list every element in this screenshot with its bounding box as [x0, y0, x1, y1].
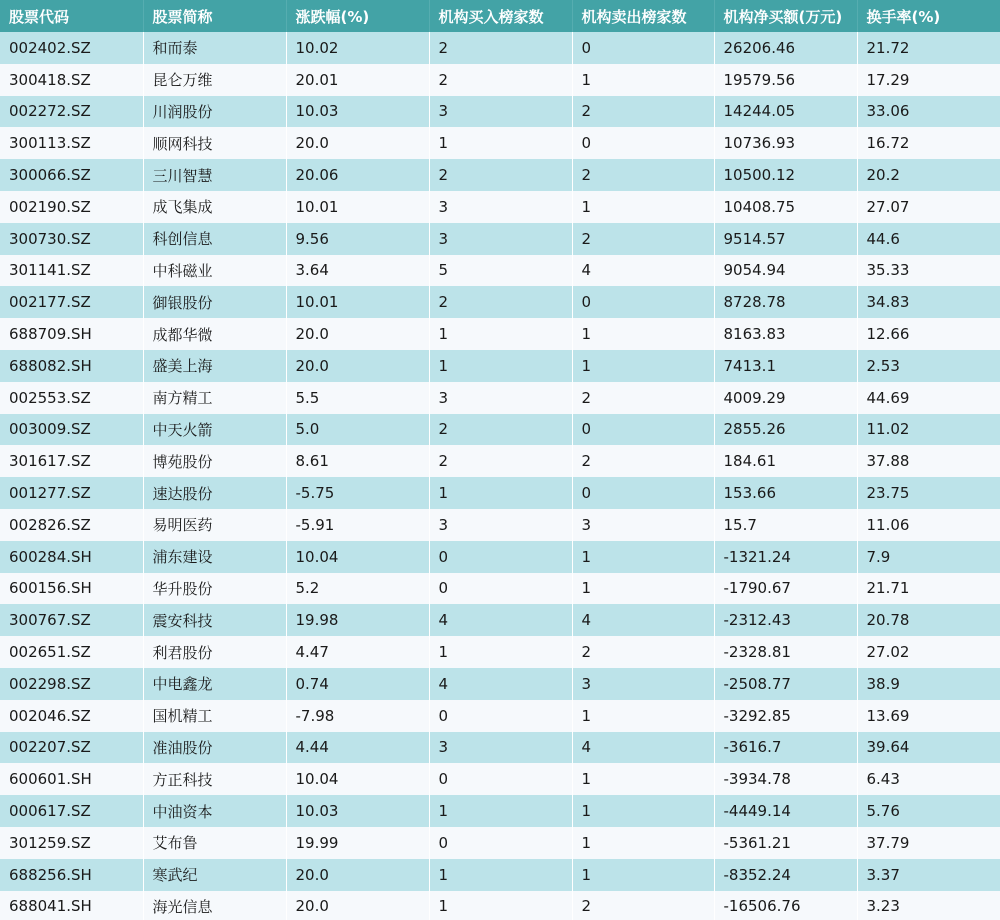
cell-stock-code: 000617.SZ: [0, 795, 143, 827]
cell-stock-name: 中油资本: [143, 795, 286, 827]
cell-inst-buy-count: 2: [429, 445, 572, 477]
cell-stock-name: 海光信息: [143, 891, 286, 920]
cell-inst-sell-count: 1: [572, 827, 714, 859]
cell-change-pct: 20.0: [286, 891, 429, 920]
cell-stock-code: 002046.SZ: [0, 700, 143, 732]
cell-inst-buy-count: 5: [429, 255, 572, 287]
cell-stock-code: 600156.SH: [0, 573, 143, 605]
cell-stock-name: 中电鑫龙: [143, 668, 286, 700]
cell-turnover-rate: 21.71: [866, 579, 910, 598]
cell-stock-name: 和而泰: [143, 32, 286, 64]
table-row[interactable]: [0, 795, 1000, 827]
cell-turnover-rate: 5.76: [866, 802, 900, 821]
cell-inst-net-buy: 8728.78: [714, 286, 857, 318]
cell-inst-buy-count: 3: [429, 509, 572, 541]
cell-inst-buy-count: 1: [429, 318, 572, 350]
cell-inst-buy-count: 0: [429, 827, 572, 859]
cell-stock-name: 浦东建设: [143, 541, 286, 573]
cell-inst-sell-count: 2: [572, 159, 714, 191]
cell-stock-code: 600601.SH: [0, 763, 143, 795]
cell-inst-net-buy: 153.66: [714, 477, 857, 509]
table-header: [0, 0, 1000, 32]
cell-inst-buy-count: 4: [429, 668, 572, 700]
cell-inst-buy-count: 2: [429, 159, 572, 191]
cell-turnover-rate: 23.75: [866, 484, 910, 503]
table-row[interactable]: [0, 891, 1000, 920]
cell-change-pct: 19.98: [286, 604, 429, 636]
table-row[interactable]: [0, 318, 1000, 350]
cell-inst-net-buy: -2508.77: [714, 668, 857, 700]
header-row: [0, 0, 1000, 32]
cell-change-pct: 0.74: [286, 668, 429, 700]
header-turnover-rate[interactable]: 换手率(%): [866, 7, 941, 26]
cell-stock-name: 盛美上海: [143, 350, 286, 382]
cell-inst-buy-count: 1: [429, 636, 572, 668]
cell-change-pct: 10.04: [286, 541, 429, 573]
cell-inst-buy-count: 2: [429, 32, 572, 64]
table-row[interactable]: [0, 286, 1000, 318]
cell-inst-sell-count: 0: [572, 32, 714, 64]
cell-stock-code: 002177.SZ: [0, 286, 143, 318]
header-change-pct[interactable]: 涨跌幅(%): [286, 0, 429, 32]
cell-change-pct: 4.47: [286, 636, 429, 668]
cell-change-pct: 9.56: [286, 223, 429, 255]
table-row[interactable]: [0, 477, 1000, 509]
cell-stock-name: 速达股份: [143, 477, 286, 509]
table-row[interactable]: [0, 541, 1000, 573]
cell-change-pct: 5.2: [286, 573, 429, 605]
cell-inst-sell-count: 1: [572, 700, 714, 732]
cell-change-pct: 8.61: [286, 445, 429, 477]
table-row[interactable]: [0, 350, 1000, 382]
cell-stock-code: 002298.SZ: [0, 668, 143, 700]
cell-stock-name: 准油股份: [143, 732, 286, 764]
cell-change-pct: 20.01: [286, 64, 429, 96]
cell-stock-code: 002402.SZ: [0, 32, 143, 64]
cell-inst-net-buy: 8163.83: [714, 318, 857, 350]
cell-stock-code: 002207.SZ: [0, 732, 143, 764]
cell-inst-net-buy: 26206.46: [714, 32, 857, 64]
cell-turnover-rate: 12.66: [866, 325, 910, 344]
cell-stock-name: 成都华微: [143, 318, 286, 350]
cell-turnover-rate: 44.69: [866, 388, 910, 407]
table-row[interactable]: [0, 96, 1000, 128]
cell-stock-name: 震安科技: [143, 604, 286, 636]
table-row[interactable]: [0, 573, 1000, 605]
cell-stock-name: 利君股份: [143, 636, 286, 668]
cell-inst-net-buy: 10736.93: [714, 127, 857, 159]
cell-turnover-rate: 3.23: [866, 897, 900, 916]
cell-stock-code: 301617.SZ: [0, 445, 143, 477]
cell-inst-buy-count: 1: [429, 859, 572, 891]
cell-stock-code: 001277.SZ: [0, 477, 143, 509]
table-row[interactable]: [0, 382, 1000, 414]
cell-inst-net-buy: -16506.76: [714, 891, 857, 920]
cell-turnover-rate: 11.06: [866, 515, 910, 534]
cell-stock-code: 600284.SH: [0, 541, 143, 573]
cell-turnover-rate: 39.64: [866, 738, 910, 757]
table-row[interactable]: [0, 636, 1000, 668]
cell-inst-net-buy: -3616.7: [714, 732, 857, 764]
cell-inst-sell-count: 2: [572, 636, 714, 668]
cell-inst-sell-count: 1: [572, 64, 714, 96]
cell-inst-sell-count: 0: [572, 286, 714, 318]
cell-inst-buy-count: 0: [429, 700, 572, 732]
cell-inst-buy-count: 2: [429, 414, 572, 446]
cell-inst-buy-count: 3: [429, 382, 572, 414]
cell-inst-buy-count: 3: [429, 191, 572, 223]
cell-stock-name: 成飞集成: [143, 191, 286, 223]
cell-stock-name: 科创信息: [143, 223, 286, 255]
cell-stock-code: 301141.SZ: [0, 255, 143, 287]
cell-change-pct: 10.04: [286, 763, 429, 795]
table-row[interactable]: [0, 191, 1000, 223]
header-inst-net-buy[interactable]: 机构净买额(万元): [714, 0, 857, 32]
cell-inst-buy-count: 1: [429, 127, 572, 159]
cell-inst-sell-count: 0: [572, 477, 714, 509]
cell-inst-sell-count: 1: [572, 318, 714, 350]
cell-turnover-rate: 37.88: [866, 452, 910, 471]
cell-inst-buy-count: 1: [429, 795, 572, 827]
cell-inst-sell-count: 0: [572, 414, 714, 446]
cell-turnover-rate: 2.53: [866, 356, 900, 375]
table-row[interactable]: [0, 732, 1000, 764]
cell-turnover-rate: 20.2: [866, 166, 900, 185]
cell-inst-buy-count: 2: [429, 286, 572, 318]
cell-turnover-rate: 16.72: [866, 134, 910, 153]
cell-inst-sell-count: 3: [572, 668, 714, 700]
cell-turnover-rate: 6.43: [866, 770, 900, 789]
cell-stock-name: 昆仑万维: [143, 64, 286, 96]
cell-change-pct: 10.03: [286, 96, 429, 128]
header-inst-sell-count[interactable]: 机构卖出榜家数: [572, 0, 714, 32]
cell-stock-code: 300418.SZ: [0, 64, 143, 96]
cell-stock-code: 688256.SH: [0, 859, 143, 891]
cell-inst-sell-count: 2: [572, 223, 714, 255]
cell-stock-code: 002190.SZ: [0, 191, 143, 223]
cell-change-pct: 4.44: [286, 732, 429, 764]
cell-inst-net-buy: 10408.75: [714, 191, 857, 223]
cell-stock-name: 三川智慧: [143, 159, 286, 191]
cell-inst-buy-count: 1: [429, 891, 572, 920]
cell-inst-sell-count: 1: [572, 795, 714, 827]
cell-turnover-rate: 11.02: [866, 420, 910, 439]
cell-change-pct: -7.98: [286, 700, 429, 732]
cell-inst-buy-count: 0: [429, 541, 572, 573]
cell-turnover-rate: 27.02: [866, 643, 910, 662]
cell-change-pct: -5.75: [286, 477, 429, 509]
cell-inst-sell-count: 1: [572, 859, 714, 891]
cell-inst-net-buy: 14244.05: [714, 96, 857, 128]
cell-turnover-rate: 20.78: [866, 611, 910, 630]
cell-inst-net-buy: 7413.1: [714, 350, 857, 382]
cell-stock-code: 688709.SH: [0, 318, 143, 350]
cell-inst-net-buy: -4449.14: [714, 795, 857, 827]
cell-inst-net-buy: 19579.56: [714, 64, 857, 96]
cell-inst-net-buy: 2855.26: [714, 414, 857, 446]
cell-inst-net-buy: -8352.24: [714, 859, 857, 891]
cell-stock-code: 002272.SZ: [0, 96, 143, 128]
cell-inst-net-buy: -1790.67: [714, 573, 857, 605]
cell-stock-name: 博苑股份: [143, 445, 286, 477]
cell-stock-code: 300113.SZ: [0, 127, 143, 159]
cell-inst-sell-count: 2: [572, 445, 714, 477]
cell-inst-buy-count: 0: [429, 763, 572, 795]
table-row[interactable]: [0, 159, 1000, 191]
table-row[interactable]: [0, 64, 1000, 96]
cell-inst-sell-count: 4: [572, 732, 714, 764]
cell-inst-sell-count: 4: [572, 604, 714, 636]
cell-inst-net-buy: -5361.21: [714, 827, 857, 859]
table-row[interactable]: [0, 827, 1000, 859]
cell-inst-net-buy: -3292.85: [714, 700, 857, 732]
cell-turnover-rate: 13.69: [866, 706, 910, 725]
cell-turnover-rate: 7.9: [866, 547, 891, 566]
cell-stock-name: 易明医药: [143, 509, 286, 541]
cell-inst-net-buy: 4009.29: [714, 382, 857, 414]
cell-inst-net-buy: 9054.94: [714, 255, 857, 287]
cell-inst-net-buy: 10500.12: [714, 159, 857, 191]
cell-inst-buy-count: 1: [429, 477, 572, 509]
cell-turnover-rate: 3.37: [866, 865, 900, 884]
cell-inst-sell-count: 2: [572, 891, 714, 920]
cell-stock-code: 002651.SZ: [0, 636, 143, 668]
cell-change-pct: 10.02: [286, 32, 429, 64]
cell-stock-name: 寒武纪: [143, 859, 286, 891]
cell-inst-sell-count: 1: [572, 191, 714, 223]
cell-change-pct: -5.91: [286, 509, 429, 541]
table-row[interactable]: [0, 414, 1000, 446]
cell-stock-code: 300066.SZ: [0, 159, 143, 191]
header-stock-name[interactable]: 股票简称: [143, 0, 286, 32]
cell-stock-name: 国机精工: [143, 700, 286, 732]
cell-turnover-rate: 33.06: [866, 102, 910, 121]
cell-inst-sell-count: 2: [572, 96, 714, 128]
cell-turnover-rate: 38.9: [866, 674, 900, 693]
cell-inst-sell-count: 3: [572, 509, 714, 541]
cell-turnover-rate: 35.33: [866, 261, 910, 280]
cell-change-pct: 20.0: [286, 350, 429, 382]
cell-inst-buy-count: 3: [429, 732, 572, 764]
cell-inst-buy-count: 4: [429, 604, 572, 636]
cell-change-pct: 20.06: [286, 159, 429, 191]
cell-stock-code: 301259.SZ: [0, 827, 143, 859]
table-row[interactable]: [0, 255, 1000, 287]
cell-stock-code: 688041.SH: [0, 891, 143, 920]
cell-inst-buy-count: 2: [429, 64, 572, 96]
cell-change-pct: 10.01: [286, 286, 429, 318]
cell-inst-sell-count: 0: [572, 127, 714, 159]
cell-stock-name: 方正科技: [143, 763, 286, 795]
table-row[interactable]: [0, 604, 1000, 636]
cell-inst-sell-count: 2: [572, 382, 714, 414]
table-row[interactable]: [0, 445, 1000, 477]
table-row[interactable]: [0, 668, 1000, 700]
cell-stock-name: 艾布鲁: [143, 827, 286, 859]
cell-change-pct: 3.64: [286, 255, 429, 287]
cell-stock-name: 御银股份: [143, 286, 286, 318]
cell-stock-name: 中科磁业: [143, 255, 286, 287]
cell-change-pct: 10.03: [286, 795, 429, 827]
header-inst-buy-count[interactable]: 机构买入榜家数: [429, 0, 572, 32]
header-stock-code[interactable]: 股票代码: [0, 0, 143, 32]
table-row[interactable]: [0, 32, 1000, 64]
cell-turnover-rate: 44.6: [866, 229, 900, 248]
cell-stock-name: 华升股份: [143, 573, 286, 605]
cell-change-pct: 10.01: [286, 191, 429, 223]
cell-change-pct: 20.0: [286, 318, 429, 350]
cell-stock-code: 002826.SZ: [0, 509, 143, 541]
table-row[interactable]: [0, 223, 1000, 255]
cell-inst-net-buy: -2328.81: [714, 636, 857, 668]
cell-change-pct: 20.0: [286, 127, 429, 159]
cell-inst-sell-count: 1: [572, 350, 714, 382]
cell-turnover-rate: 37.79: [866, 833, 910, 852]
cell-inst-sell-count: 4: [572, 255, 714, 287]
cell-inst-sell-count: 1: [572, 573, 714, 605]
cell-inst-net-buy: -1321.24: [714, 541, 857, 573]
cell-stock-code: 002553.SZ: [0, 382, 143, 414]
cell-stock-code: 688082.SH: [0, 350, 143, 382]
table-row[interactable]: [0, 700, 1000, 732]
table-row[interactable]: [0, 127, 1000, 159]
cell-turnover-rate: 21.72: [866, 38, 910, 57]
cell-inst-net-buy: 15.7: [714, 509, 857, 541]
cell-inst-buy-count: 1: [429, 350, 572, 382]
cell-inst-sell-count: 1: [572, 541, 714, 573]
cell-stock-name: 中天火箭: [143, 414, 286, 446]
table-row[interactable]: [0, 763, 1000, 795]
cell-inst-net-buy: 184.61: [714, 445, 857, 477]
cell-change-pct: 20.0: [286, 859, 429, 891]
cell-change-pct: 19.99: [286, 827, 429, 859]
cell-inst-net-buy: -2312.43: [714, 604, 857, 636]
cell-change-pct: 5.0: [286, 414, 429, 446]
table-row[interactable]: [0, 509, 1000, 541]
cell-stock-name: 南方精工: [143, 382, 286, 414]
cell-turnover-rate: 27.07: [866, 197, 910, 216]
cell-inst-buy-count: 3: [429, 96, 572, 128]
cell-stock-code: 003009.SZ: [0, 414, 143, 446]
cell-change-pct: 5.5: [286, 382, 429, 414]
table-row[interactable]: [0, 859, 1000, 891]
cell-stock-name: 顺网科技: [143, 127, 286, 159]
cell-stock-name: 川润股份: [143, 96, 286, 128]
cell-inst-buy-count: 3: [429, 223, 572, 255]
cell-stock-code: 300767.SZ: [0, 604, 143, 636]
cell-turnover-rate: 34.83: [866, 293, 910, 312]
table-body: [0, 32, 1000, 920]
cell-inst-sell-count: 1: [572, 763, 714, 795]
cell-turnover-rate: 17.29: [866, 70, 910, 89]
cell-inst-buy-count: 0: [429, 573, 572, 605]
cell-inst-net-buy: -3934.78: [714, 763, 857, 795]
cell-stock-code: 300730.SZ: [0, 223, 143, 255]
cell-inst-net-buy: 9514.57: [714, 223, 857, 255]
